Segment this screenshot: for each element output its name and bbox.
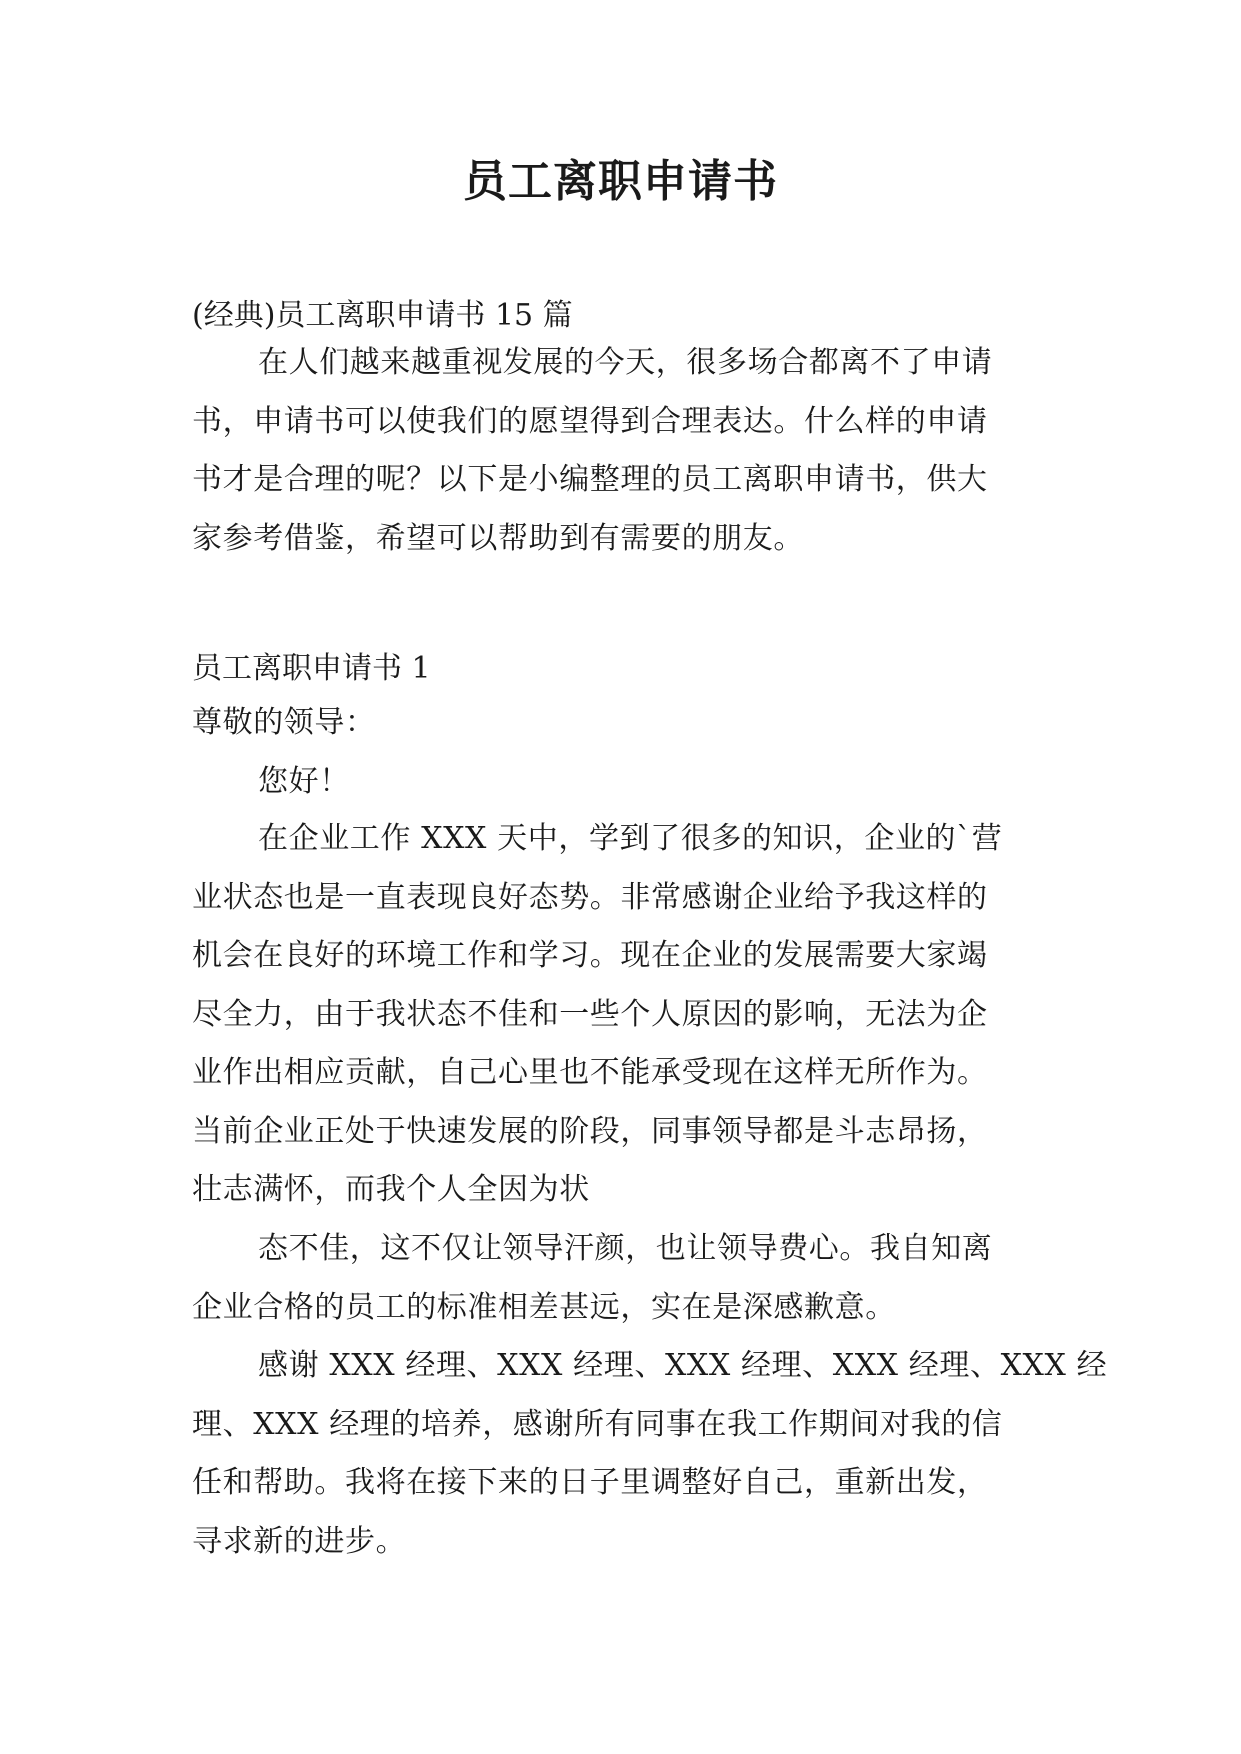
intro-paragraph xyxy=(192,334,1060,568)
document-title: 员工离职申请书 xyxy=(463,156,778,207)
paragraph-line: 在企业工作 XXX 天中，学到了很多的知识，企业的`营 xyxy=(258,821,1003,856)
paragraph-line: 理、XXX 经理的培养，感谢所有同事在我工作期间对我的信 xyxy=(192,1406,1003,1442)
paragraph-line: 当前企业正处于快速发展的阶段，同事领导都是斗志昂扬， xyxy=(192,1113,988,1149)
letter-opening xyxy=(192,694,1060,811)
paragraph-line: 壮志满怀，而我个人全因为状 xyxy=(192,1172,590,1207)
paragraph-line: 业作出相应贡献，自己心里也不能承受现在这样无所作为。 xyxy=(192,1055,988,1090)
paragraph-line: 家参考借鉴，希望可以帮助到有需要的朋友。 xyxy=(192,520,804,556)
paragraph-line: 感谢 XXX 经理、XXX 经理、XXX 经理、XXX 经理、XXX 经 xyxy=(258,1348,1108,1383)
paragraph-line: 企业合格的员工的标准相差甚远，实在是深感歉意。 xyxy=(192,1289,896,1325)
paragraph-line: 在人们越来越重视发展的今天，很多场合都离不了申请 xyxy=(258,345,993,380)
paragraph-line: 任和帮助。我将在接下来的日子里调整好自己，重新出发， xyxy=(192,1465,988,1500)
paragraph-line: 业状态也是一直表现良好态势。非常感谢企业给予我这样的 xyxy=(192,879,988,915)
letter-paragraph-3 xyxy=(192,1337,1108,1571)
paragraph-line: 寻求新的进步。 xyxy=(192,1523,407,1559)
letter-paragraph-1 xyxy=(192,810,1060,1220)
salutation: 尊敬的领导： xyxy=(192,705,376,740)
paragraph-line: 尽全力，由于我状态不佳和一些个人原因的影响，无法为企 xyxy=(192,996,988,1032)
greeting: 您好！ xyxy=(258,763,350,799)
paragraph-line: 机会在良好的环境工作和学习。现在企业的发展需要大家竭 xyxy=(192,938,988,973)
letter-paragraph-2 xyxy=(192,1220,1060,1337)
paragraph-line: 书，申请书可以使我们的愿望得到合理表达。什么样的申请 xyxy=(192,403,988,439)
paragraph-line: 书才是合理的呢？以下是小编整理的员工离职申请书，供大 xyxy=(192,462,988,497)
document-subtitle: (经典)员工离职申请书 15 篇 xyxy=(192,298,573,333)
section-heading: 员工离职申请书 1 xyxy=(192,651,431,686)
paragraph-line: 态不佳，这不仅让领导汗颜，也让领导费心。我自知离 xyxy=(258,1231,993,1266)
